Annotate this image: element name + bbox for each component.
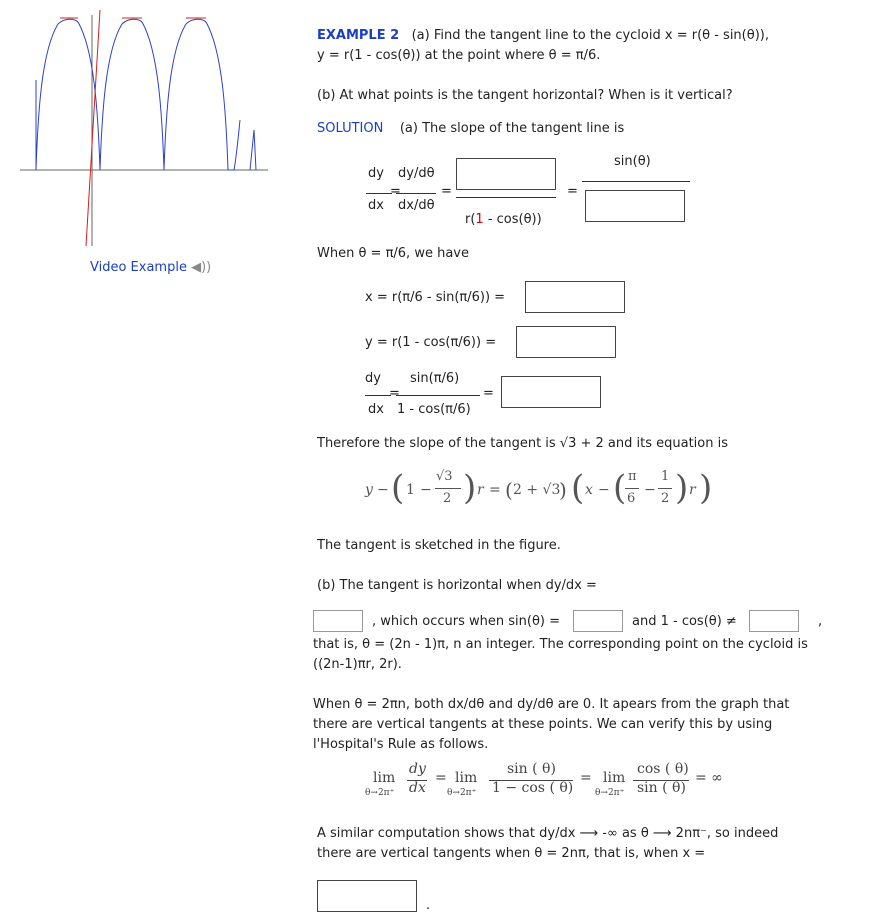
frac-rule — [456, 197, 556, 198]
equals: = — [389, 386, 400, 401]
that-is-text: that is, θ = (2n - 1)π, n an integer. The corresponding point on the cycloid is — [313, 637, 808, 652]
limit-computation: lim θ→2π⁺ dy dx = lim θ→2π⁺ sin ( θ) 1 − cos ( θ) = lim θ→2π⁺ cos ( θ) sin ( θ) = ∞ — [365, 761, 723, 798]
numerator-sin: sin(θ) — [614, 154, 651, 169]
therefore-text: Therefore the slope of the tangent is √3 + 2 and its equation is — [317, 436, 729, 451]
slope-denominator: 1 - cos(π/6) — [397, 402, 471, 417]
part-a-line1: (a) Find the tangent line to the cycloid x = r(θ - sin(θ)), — [411, 28, 769, 43]
part-a-line2: y = r(1 - cos(θ)) at the point where θ = π/6. — [317, 48, 601, 63]
similar-text-2: there are vertical tangents when θ = 2nπ, that is, when x = — [317, 846, 706, 861]
frac-rule — [396, 193, 436, 194]
point-text: ((2n-1)πr, 2r). — [313, 657, 402, 672]
slope-dx: dx — [368, 402, 384, 417]
frac-dx-dtheta: dx/dθ — [398, 198, 435, 213]
slope-value-input[interactable] — [501, 376, 601, 408]
solution-intro-text: (a) The slope of the tangent line is — [399, 121, 625, 136]
frac-dy: dy — [368, 166, 384, 181]
speaker-icon[interactable]: ◀)) — [191, 260, 212, 275]
sin-value-input[interactable] — [573, 610, 623, 632]
x-equation: x = r(π/6 - sin(π/6)) = — [365, 290, 506, 305]
comma: , — [818, 614, 823, 629]
frac-rule — [366, 193, 392, 194]
vertical-text-1: When θ = 2πn, both dx/dθ and dy/dθ are 0. It apears from the graph that — [313, 697, 790, 712]
example-heading — [317, 28, 769, 43]
equals: = — [441, 184, 452, 199]
x-vertical-input[interactable] — [317, 880, 417, 912]
answer-input-numerator[interactable] — [456, 158, 556, 190]
horizontal-dydx-input[interactable] — [313, 610, 363, 632]
occurs-when-text: , which occurs when sin(θ) = — [372, 614, 560, 629]
sketched-text: The tangent is sketched in the figure. — [317, 538, 561, 553]
frac-rule — [396, 395, 480, 396]
video-example-label[interactable]: Video Example — [90, 260, 187, 275]
vertical-text-3: l'Hospital's Rule as follows. — [313, 737, 489, 752]
equals: = — [567, 184, 578, 199]
slope-dy: dy — [365, 371, 381, 386]
slope-numerator: sin(π/6) — [410, 371, 460, 386]
cycloid-curve — [36, 19, 256, 170]
frac-rule — [365, 395, 391, 396]
part-b-question: (b) At what points is the tangent horizontal? When is it vertical? — [317, 88, 733, 103]
solution-intro — [317, 121, 624, 136]
period: . — [426, 898, 431, 913]
cos-value-input[interactable] — [749, 610, 799, 632]
when-text: When θ = π/6, we have — [317, 246, 469, 261]
vertical-text-2: there are vertical tangents at these points. We can verify this by using — [313, 717, 773, 732]
frac-rule — [582, 181, 690, 182]
cycloid-graph — [20, 10, 270, 250]
answer-input-denominator[interactable] — [585, 190, 685, 222]
solution-label: SOLUTION — [317, 121, 384, 136]
frac-dy-dtheta: dy/dθ — [398, 166, 435, 181]
similar-text-1: A similar computation shows that dy/dx ⟶ -∞ as θ ⟶ 2nπ⁻, so indeed — [317, 826, 779, 841]
equals: = — [483, 386, 494, 401]
tangent-equation: y − ( 1 − √3 2 ) r = ( 2 + √3 ) ( x − ( π 6 − 1 2 ) r ) — [365, 468, 713, 508]
and-text: and 1 - cos(θ) ≠ — [632, 614, 737, 629]
x-value-input[interactable] — [525, 281, 625, 313]
horizontal-text: (b) The tangent is horizontal when dy/dx = — [317, 578, 597, 593]
video-example-link[interactable] — [90, 260, 211, 275]
denominator-expr: r(1 - cos(θ)) — [465, 212, 542, 227]
example-title: EXAMPLE 2 — [317, 28, 400, 43]
y-value-input[interactable] — [516, 326, 616, 358]
frac-dx: dx — [368, 198, 384, 213]
equals: = — [390, 184, 401, 199]
y-equation: y = r(1 - cos(π/6)) = — [365, 335, 497, 350]
